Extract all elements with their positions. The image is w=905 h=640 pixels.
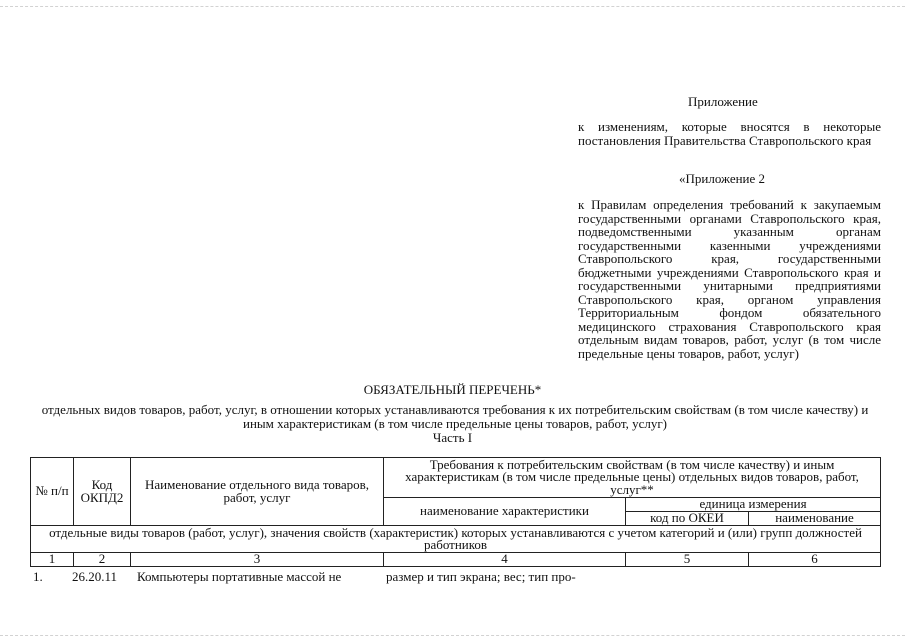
header-requirements: Требования к потребительским свойствам (в том числе качеству) и иным характеристикам (в том числе предельные цены) отдельных видов товаров, работ, услуг** bbox=[384, 458, 881, 498]
row-characteristic: размер и тип экрана; вес; тип про- bbox=[386, 569, 576, 584]
row-code: 26.20.11 bbox=[72, 569, 118, 584]
appendix2-title: «Приложение 2 bbox=[679, 171, 766, 186]
column-number: 2 bbox=[74, 553, 131, 567]
column-number: 5 bbox=[626, 553, 749, 567]
section-row bbox=[31, 526, 881, 553]
row-name: Компьютеры портативные массой не bbox=[137, 569, 342, 584]
appendix-text: к изменениям, которые вносятся в некоторые постановления Правительства Ставропольского края bbox=[578, 119, 881, 148]
header-unit-name: наименование bbox=[749, 512, 881, 526]
top-scan-edge bbox=[0, 6, 905, 7]
bottom-scan-edge bbox=[0, 635, 905, 636]
document-subtitle: отдельных видов товаров, работ, услуг, в отношении которых устанавливаются требования к их потребительским свойствам (в том числе качеству) и иным характеристикам (в том числе предельные цены товаров, работ, услуг) bbox=[41, 402, 869, 431]
row-num: 1. bbox=[33, 569, 43, 584]
header-code: Код ОКПД2 bbox=[74, 458, 131, 526]
column-number-row bbox=[31, 553, 881, 567]
appendix2-text: к Правилам определения требований к закупаемым государственными органами Ставропольского края, подведомственными указанным органам государственными казенными учреждениями Ставропольского края, государственными бюджетными учреждениями Ставропольского края и государственными унитарными предприятиями Ставропольского края, органом управления Территориальным фондом обязательного медицинского страхования Ставропольского края отдельным видам товаров, работ, услуг (в том числе предельные цены товаров, работ, услуг) bbox=[578, 197, 881, 361]
column-number: 1 bbox=[31, 553, 74, 567]
document-part: Часть I bbox=[432, 430, 473, 445]
header-num: № п/п bbox=[31, 458, 74, 526]
document-title: ОБЯЗАТЕЛЬНЫЙ ПЕРЕЧЕНЬ* bbox=[363, 382, 542, 397]
header-name: Наименование отдельного вида товаров, работ, услуг bbox=[131, 458, 384, 526]
requirements-table bbox=[30, 457, 881, 567]
section-row-text: отдельные виды товаров (работ, услуг), значения свойств (характеристик) которых устанавливаются с учетом категорий и (или) групп должностей работников bbox=[31, 526, 881, 553]
appendix-title: Приложение bbox=[688, 94, 758, 109]
header-okei-code: код по ОКЕИ bbox=[626, 512, 749, 526]
table-header-row bbox=[31, 458, 881, 498]
column-number: 4 bbox=[384, 553, 626, 567]
table-row bbox=[0, 570, 905, 586]
header-unit: единица измерения bbox=[626, 498, 881, 512]
column-number: 3 bbox=[131, 553, 384, 567]
column-number: 6 bbox=[749, 553, 881, 567]
header-characteristic-name: наименование характеристики bbox=[384, 498, 626, 526]
